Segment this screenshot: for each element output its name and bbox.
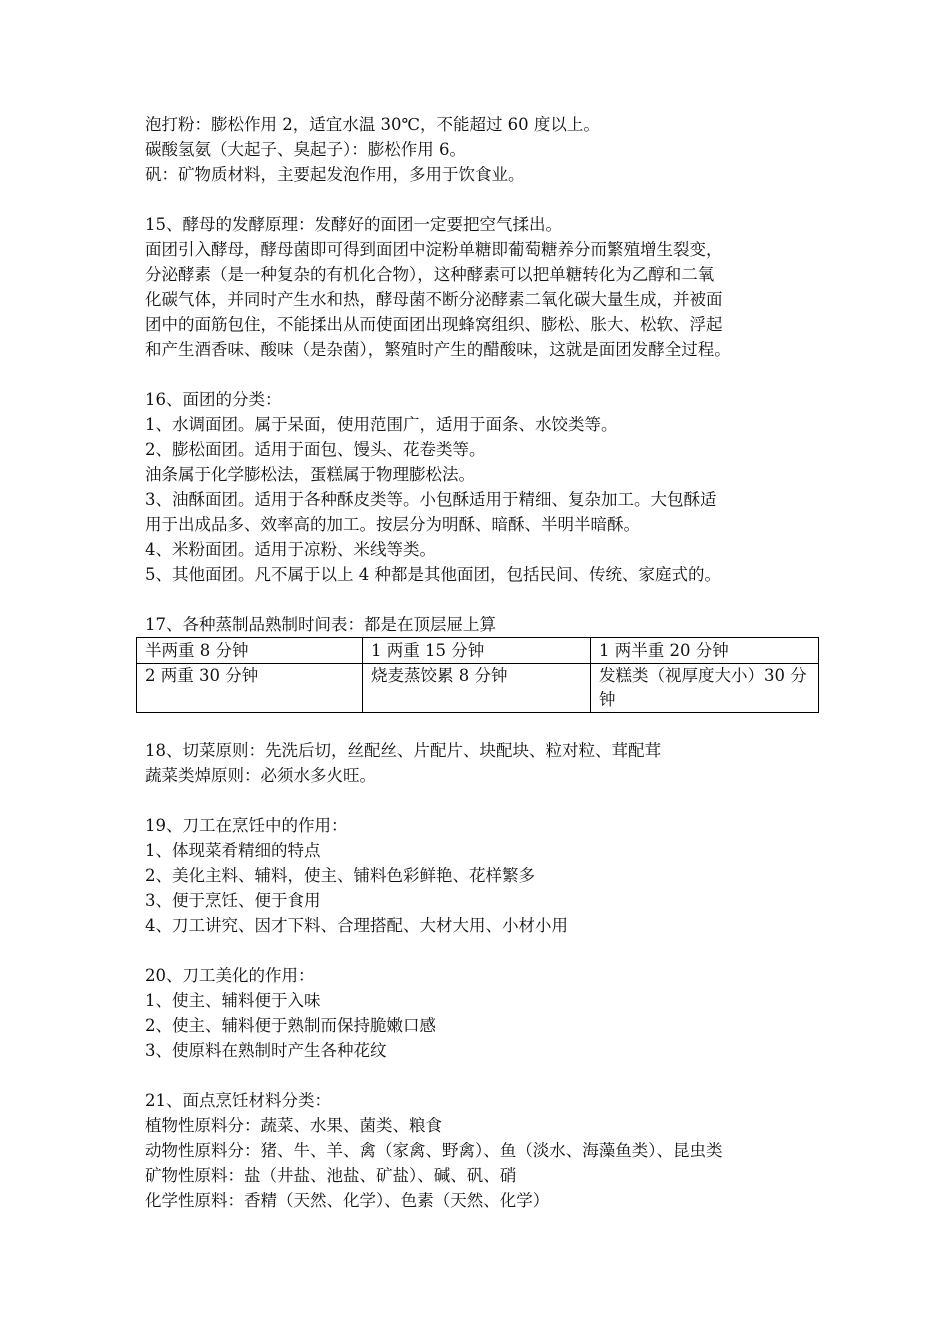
- text-line: 1、体现菜肴精细的特点: [145, 841, 321, 860]
- text-line: 矾：矿物质材料，主要起发泡作用，多用于饮食业。: [145, 165, 525, 184]
- text-line: 4、米粉面团。适用于凉粉、米线等类。: [145, 540, 436, 559]
- text-line: 面团引入酵母，酵母菌即可得到面团中淀粉单糖即葡萄糖养分而繁殖增生裂变，: [145, 240, 723, 259]
- spacer: [145, 1063, 817, 1088]
- text-line: 化碳气体，并同时产生水和热，酵母菌不断分泌酵素二氧化碳大量生成，并被面: [145, 290, 723, 309]
- spacer: [145, 713, 817, 738]
- section-heading-21: 21、面点烹饪材料分类：: [145, 1091, 331, 1110]
- section-heading-20: 20、刀工美化的作用：: [145, 966, 315, 985]
- text-line: 2、美化主料、辅料，使主、铺料色彩鲜艳、花样繁多: [145, 866, 535, 885]
- section-heading-15: 15、酵母的发酵原理：发酵好的面团一定要把空气揉出。: [145, 215, 562, 234]
- text-line: 2、使主、辅料便于熟制而保持脆嫩口感: [145, 1016, 436, 1035]
- text-line: 3、油酥面团。适用于各种酥皮类等。小包酥适用于精细、复杂加工。大包酥适: [145, 490, 717, 509]
- table-cell: 2 两重 30 分钟: [137, 664, 363, 713]
- text-line: 矿物性原料：盐（井盐、池盐、矿盐）、碱、矾、硝: [145, 1166, 517, 1185]
- text-line: 泡打粉：膨松作用 2，适宜水温 30℃，不能超过 60 度以上。: [145, 115, 600, 134]
- table-cell: 1 两半重 20 分钟: [591, 638, 819, 664]
- text-line: 3、使原料在熟制时产生各种花纹: [145, 1041, 387, 1060]
- spacer: [145, 587, 817, 612]
- text-line: 1、使主、辅料便于入味: [145, 991, 321, 1010]
- document-page: [145, 112, 817, 1213]
- text-line: 植物性原料分：蔬菜、水果、菌类、粮食: [145, 1116, 442, 1135]
- text-line: 团中的面筋包住，不能揉出从而使面团出现蜂窝组织、膨松、胀大、松软、浮起: [145, 315, 723, 334]
- spacer: [145, 362, 817, 387]
- text-line: 4、刀工讲究、因才下料、合理搭配、大材大用、小材小用: [145, 916, 568, 935]
- text-line: 油条属于化学膨松法，蛋糕属于物理膨松法。: [145, 465, 475, 484]
- text-line: 分泌酵素（是一种复杂的有机化合物），这种酵素可以把单糖转化为乙醇和二氧: [145, 265, 715, 284]
- text-line: 和产生酒香味、酸味（是杂菌），繁殖时产生的醋酸味，这就是面团发酵全过程。: [145, 340, 731, 359]
- table-row: [137, 664, 819, 713]
- spacer: [145, 788, 817, 813]
- table-cell: 发糕类（视厚度大小）30 分钟: [591, 664, 819, 713]
- text-line: 1、水调面团。属于呆面，使用范围广，适用于面条、水饺类等。: [145, 415, 618, 434]
- spacer: [145, 938, 817, 963]
- text-line: 用于出成品多、效率高的加工。按层分为明酥、暗酥、半明半暗酥。: [145, 515, 640, 534]
- text-line: 动物性原料分：猪、牛、羊、禽（家禽、野禽）、鱼（淡水、海藻鱼类）、昆虫类: [145, 1141, 723, 1160]
- text-line: 蔬菜类焯原则：必须水多火旺。: [145, 766, 376, 785]
- text-line: 3、便于烹饪、便于食用: [145, 891, 321, 910]
- section-heading-17: 17、各种蒸制品熟制时间表：都是在顶层屉上算: [145, 615, 496, 634]
- text-line: 碳酸氢氨（大起子、臭起子）：膨松作用 6。: [145, 140, 466, 159]
- section-heading-19: 19、刀工在烹饪中的作用：: [145, 816, 348, 835]
- table-cell: 半两重 8 分钟: [137, 638, 363, 664]
- steaming-time-table: [136, 637, 819, 713]
- section-heading-18: 18、切菜原则：先洗后切，丝配丝、片配片、块配块、粒对粒、茸配茸: [145, 741, 661, 760]
- spacer: [145, 187, 817, 212]
- section-heading-16: 16、面团的分类：: [145, 390, 282, 409]
- text-line: 2、膨松面团。适用于面包、馒头、花卷类等。: [145, 440, 486, 459]
- text-line: 化学性原料：香精（天然、化学）、色素（天然、化学）: [145, 1191, 550, 1210]
- table-cell: 烧麦蒸饺累 8 分钟: [363, 664, 591, 713]
- text-line: 5、其他面团。凡不属于以上 4 种都是其他面团，包括民间、传统、家庭式的。: [145, 565, 721, 584]
- table-row: [137, 638, 819, 664]
- table-cell: 1 两重 15 分钟: [363, 638, 591, 664]
